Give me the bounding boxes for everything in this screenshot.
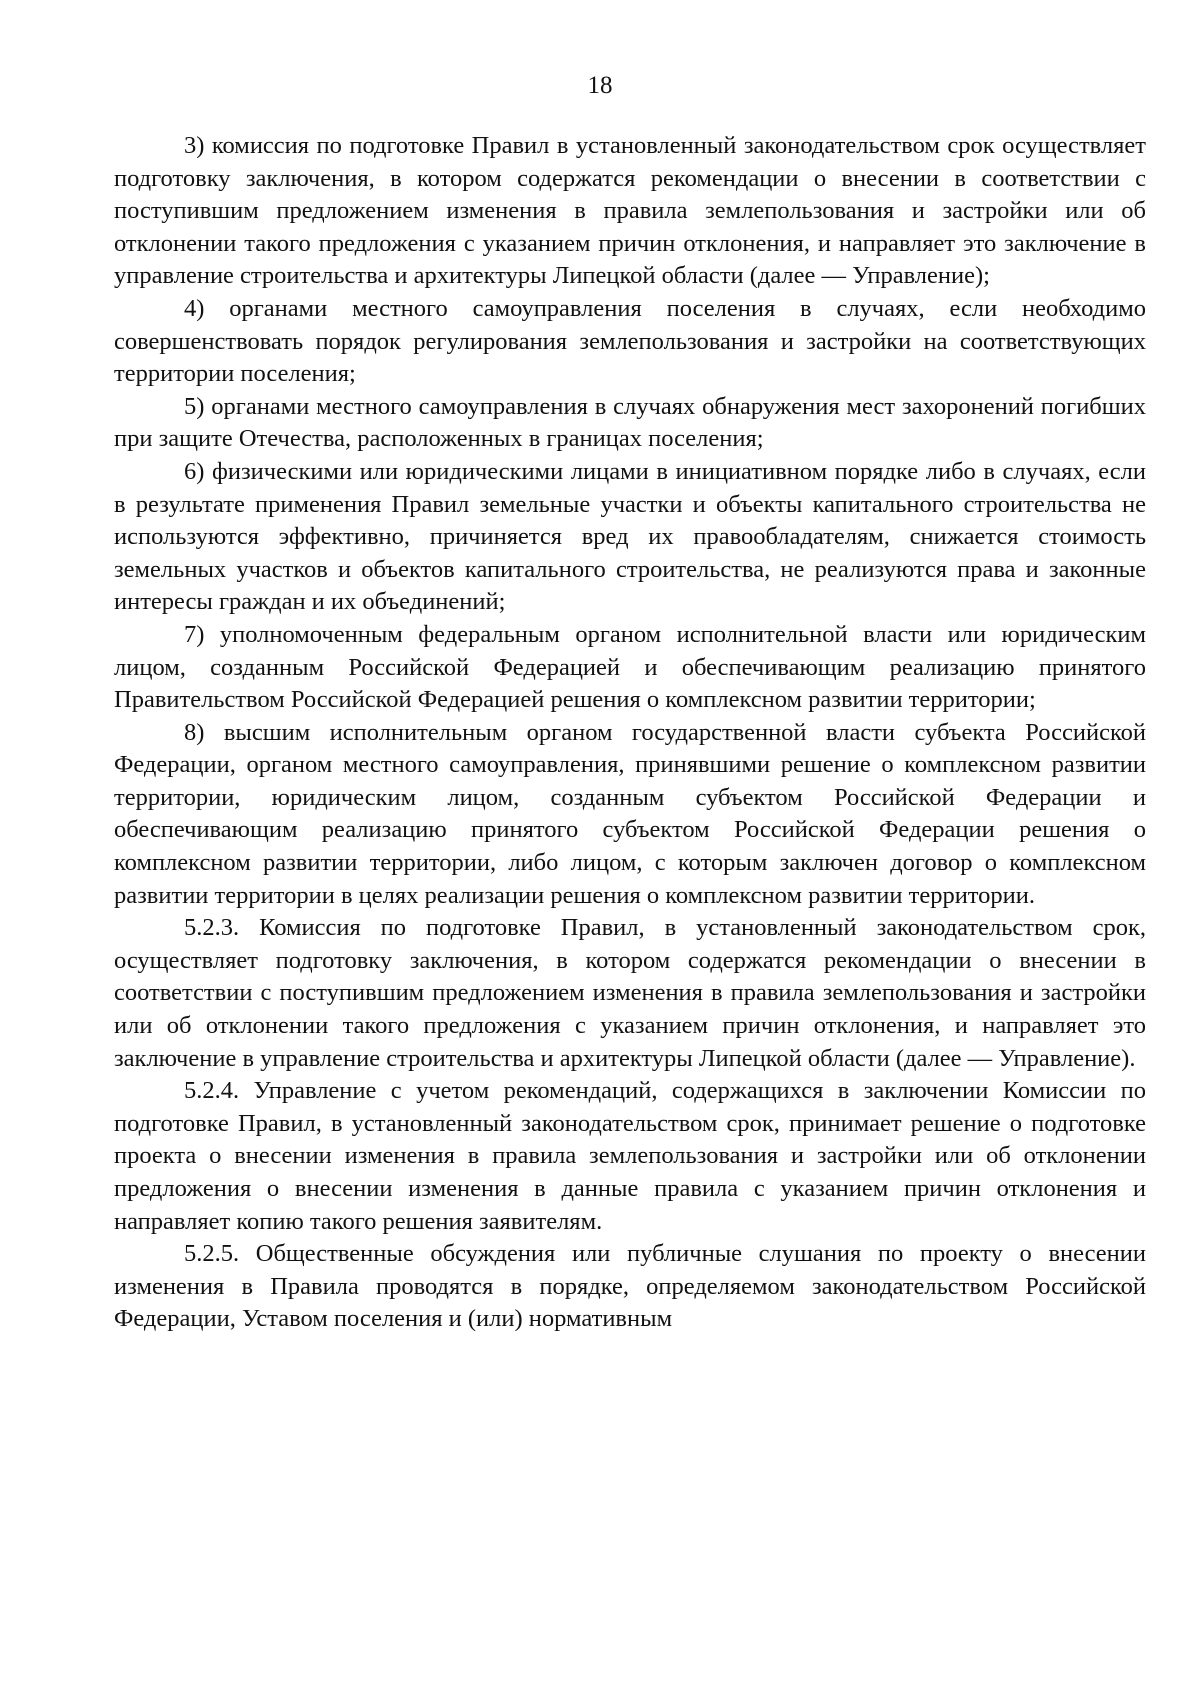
paragraph-item-5: 5) органами местного самоуправления в случаях обнаружения мест захоронений погибших при защите Отечества, расположенных в границах поселения;	[114, 392, 1146, 453]
paragraph-item-4: 4) органами местного самоуправления поселения в случаях, если необходимо совершенствовать порядок регулирования землепользования и застройки на соответствующих территории поселения;	[114, 294, 1146, 388]
page-number: 18	[587, 72, 613, 99]
paragraph-clause-5-2-5: 5.2.5. Общественные обсуждения или публичные слушания по проекту о внесении изменения в Правила проводятся в порядке, определяемом законодательством Российской Федерации, Уставом поселения и (или) нормативным	[114, 1240, 1146, 1333]
paragraph-item-7: 7) уполномоченным федеральным органом исполнительной власти или юридическим лицом, созданным Российской Федерацией и обеспечивающим реализацию принятого Правительством Российской Федерацией решения о комплексном развитии территории;	[114, 620, 1146, 714]
paragraph-item-6: 6) физическими или юридическими лицами в инициативном порядке либо в случаях, если в результате применения Правил земельные участки и объекты капитального строительства не используются эффективно, причиняется вред их правообладателям, снижается стоимость земельных участков и объектов капитального строительства, не реализуются права и законные интересы граждан и их объединений;	[114, 457, 1146, 616]
paragraph-item-3: 3) комиссия по подготовке Правил в установленный законодательством срок осуществляет подготовку заключения, в котором содержатся рекомендации о внесении в соответствии с поступившим предложением изменения в правила землепользования и застройки или об отклонении такого предложения с указанием причин отклонения, и направляет это заключение в управление строительства и архитектуры Липецкой области (далее — Управление);	[114, 132, 1146, 290]
paragraph-clause-5-2-3: 5.2.3. Комиссия по подготовке Правил, в установленный законодательством срок, осуществляет подготовку заключения, в котором содержатся рекомендации о внесении в соответствии с поступившим предложением изменения в правила землепользования и застройки или об отклонении такого предложения с указанием причин отклонения, и направляет это заключение в управление строительства и архитектуры Липецкой области (далее — Управление).	[114, 914, 1146, 1072]
paragraph-item-8: 8) высшим исполнительным органом государственной власти субъекта Российской Федерации, органом местного самоуправления, принявшими решение о комплексном развитии территории, юридическим лицом, созданным субъектом Российской Федерации и обеспечивающим реализацию принятого субъектом Российской Федерации решения о комплексном развитии территории, либо лицом, с которым заключен договор о комплексном развитии территории в целях реализации решения о комплексном развитии территории.	[114, 718, 1146, 909]
document-body	[114, 130, 1146, 1336]
paragraph-clause-5-2-4: 5.2.4. Управление с учетом рекомендаций, содержащихся в заключении Комиссии по подготовке Правил, в установленный законодательством срок, принимает решение о подготовке проекта о внесении изменения в правила землепользования и застройки или об отклонении предложения о внесении изменения в данные правила с указанием причин отклонения и направляет копию такого решения заявителям.	[114, 1077, 1146, 1235]
